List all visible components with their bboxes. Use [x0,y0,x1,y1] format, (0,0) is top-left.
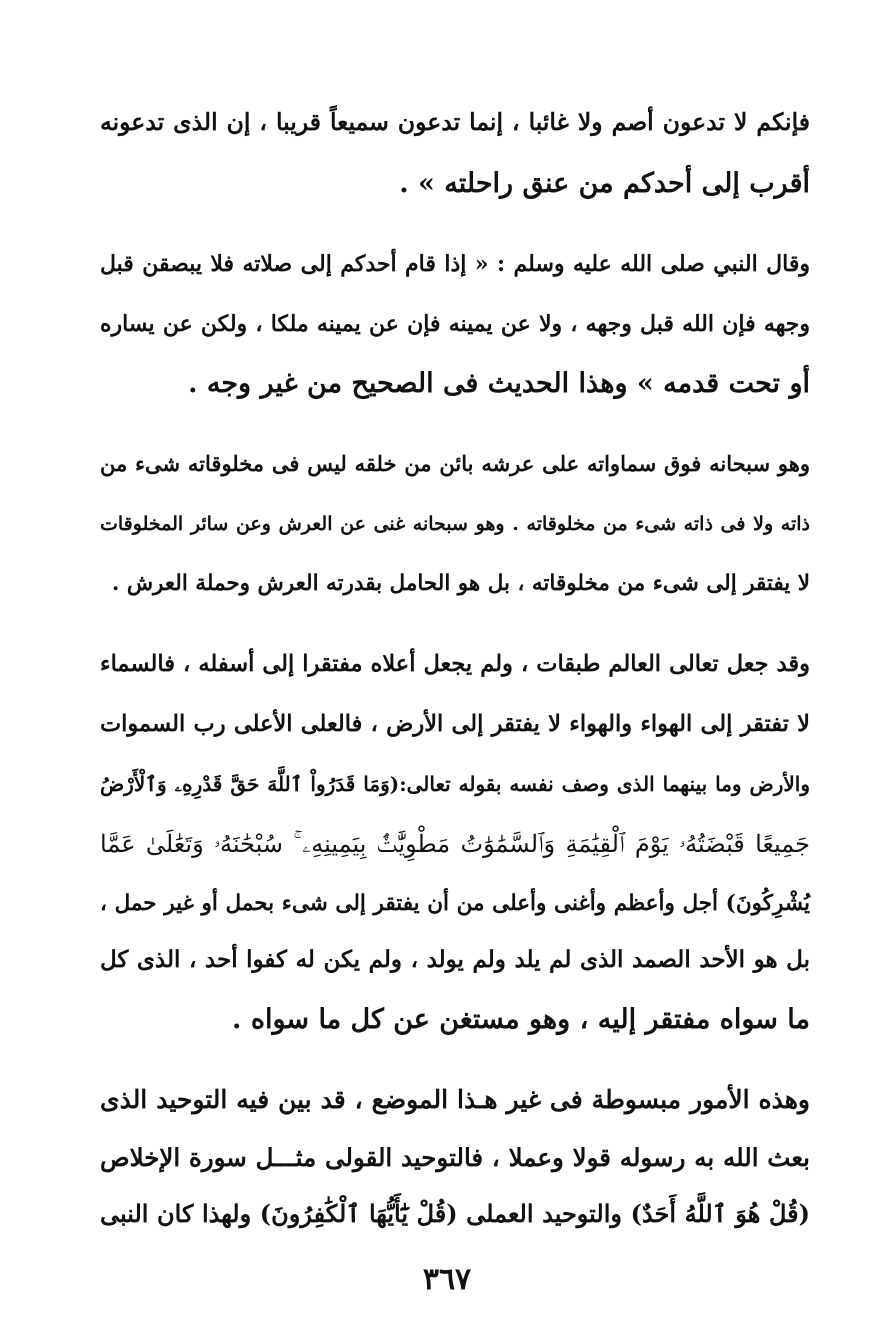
text-line: لا يفتقر إلى شىء من مخلوقاته ، بل هو الحامل بقدرته العرش وحملة العرش . [111,571,810,596]
text-line: وقال النبي صلى الله عليه وسلم : « إذا قام أحدكم إلى صلاته فلا يبصقن قبل [100,251,811,277]
text-line: ما سواه مفتقر إليه ، وهو مستغن عن كل ما سواه . [232,1004,810,1035]
text-line: وهذه الأمور مبسوطة فى غير هـذا الموضع ، قد بين فيه التوحيد الذى [100,1085,810,1114]
text-line: بعث الله به رسوله قولا وعملا ، فالتوحيد القولى مثـــل سورة الإخلاص [100,1143,810,1172]
page-number: ٣٦٧ [422,1262,472,1297]
text-line-with-quran: والأرض وما بينهما الذى وصف نفسه بقوله تعالى:(وَمَا قَدَرُواْ ٱللَّهَ حَقَّ قَدْرِهِۦ وَٱلْأَرْضُ [100,772,810,796]
text-line: يُشْرِكُونَ) أجل وأعظم وأغنى وأعلى من أن يفتقر إلى شىء بحمل أو غير حمل ، [100,891,810,916]
text-line: أقرب إلى أحدكم من عنق راحلته » . [399,168,810,199]
text-line: بل هو الأحد الصمد الذى لم يلد ولم يولد ، ولم يكن له كفوا أحد ، الذى كل [100,946,810,973]
text-line: ذاته ولا فى ذاته شىء من مخلوقاته . وهو سبحانه غنى عن العرش وعن سائر المخلوقات [100,513,810,535]
text-line: لا تفتقر إلى الهواء والهواء لا يفتقر إلى الأرض ، فالعلى الأعلى رب السموات [100,711,810,737]
text-line: فإنكم لا تدعون أصم ولا غائبا ، إنما تدعون سميعاً قريبا ، إن الذى تدعونه [100,108,810,136]
text-line: أو تحت قدمه » وهذا الحديث فى الصحيح من غير وجه . [188,368,810,399]
text-line: وهو سبحانه فوق سماواته على عرشه بائن من خلقه ليس فى مخلوقاته شىء من [100,451,810,476]
text-line: وقد جعل تعالى العالم طبقات ، ولم يجعل أعلاه مفتقرا إلى أسفله ، فالسماء [100,651,810,677]
quran-verse-line: جَمِيعًا قَبْضَتُهُۥ يَوْمَ ٱلْقِيَٰمَةِ وَٱلسَّمَٰوَٰتُ مَطْوِيَّٰتٌۢ بِيَمِينِهِۦ ۚ سُبْحَٰنَهُۥ وَتَعَٰلَىٰ عَمَّا [100,830,810,858]
text-line: وجهه فإن الله قبل وجهه ، ولا عن يمينه فإن عن يمينه ملكا ، ولكن عن يساره [100,311,810,337]
text-line-with-quran: (قُلْ هُوَ ٱللَّهُ أَحَدٌ) والتوحيد العملى (قُلْ يَٰٓأَيُّهَا ٱلْكَٰفِرُونَ) ولهذا كان النبى [100,1199,810,1228]
